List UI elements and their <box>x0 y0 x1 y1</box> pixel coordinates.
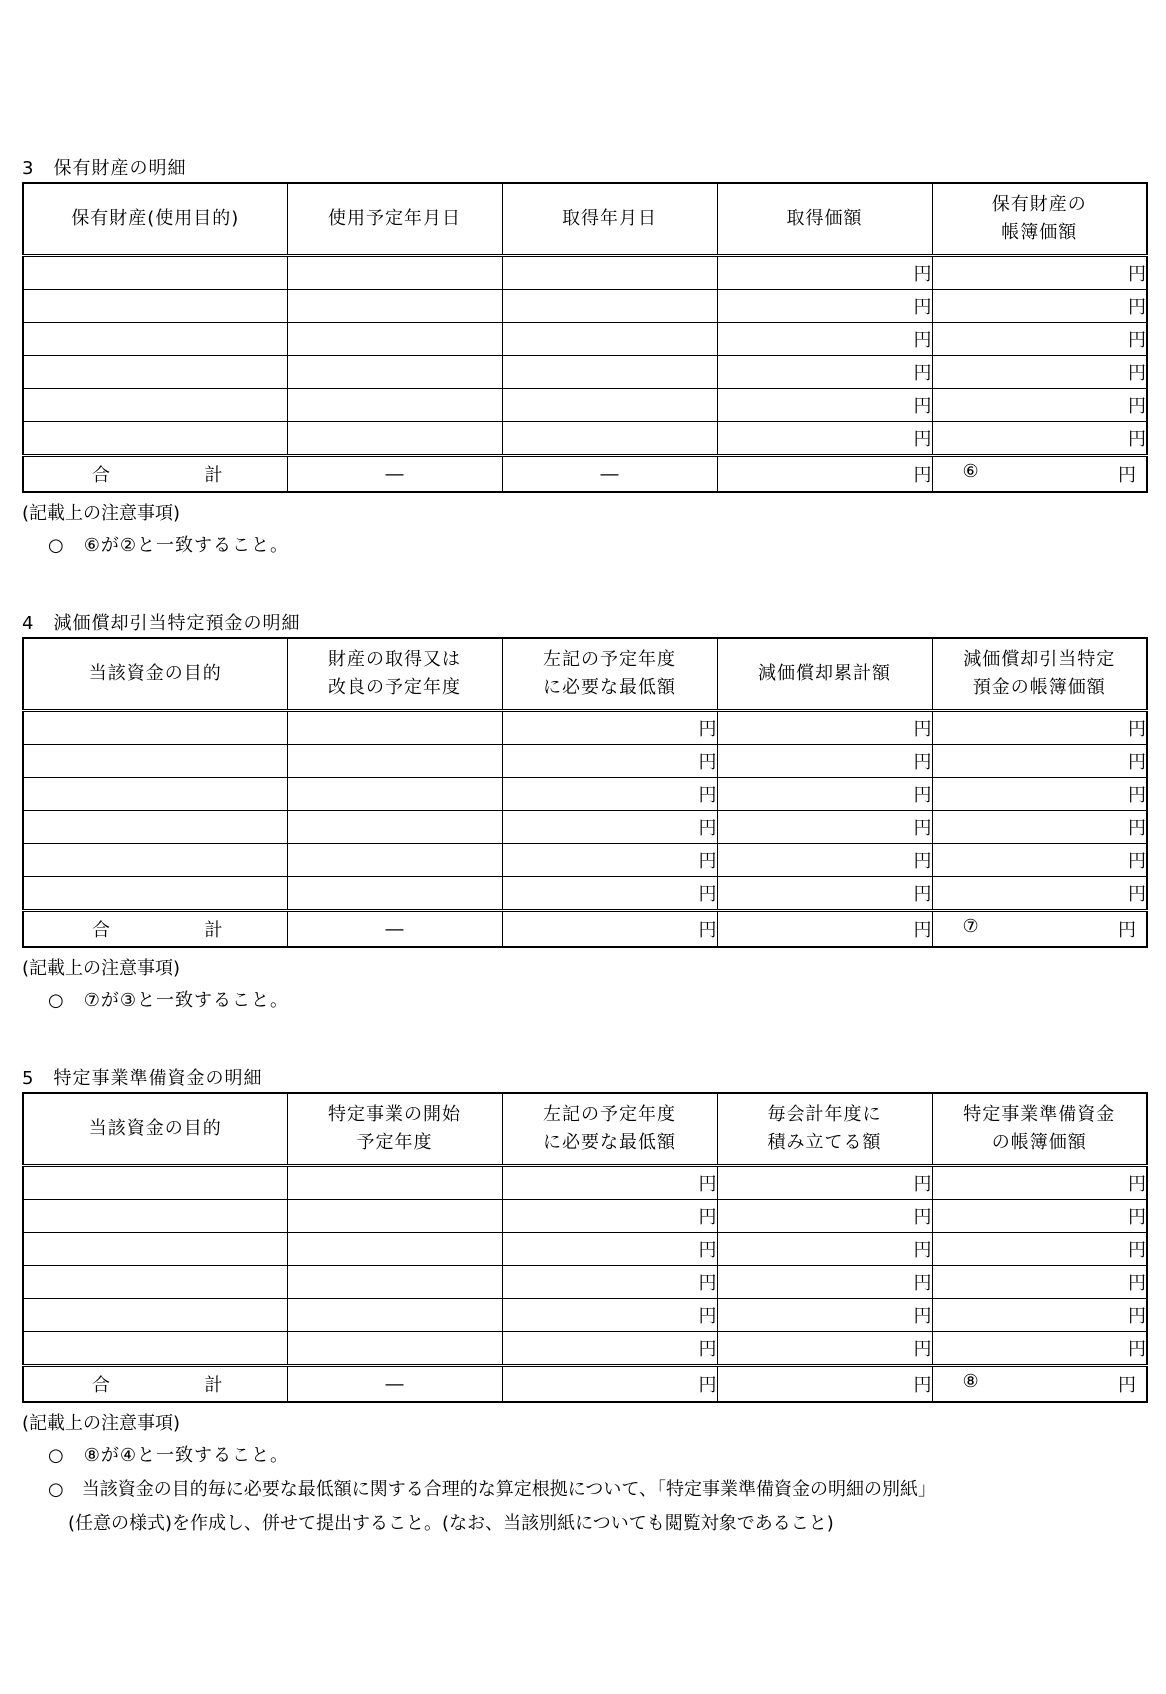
yen-cell: 円 <box>502 1266 717 1299</box>
header-cell: 当該資金の目的 <box>23 638 287 711</box>
total-row <box>23 456 1147 493</box>
yen-cell: 円 <box>932 1266 1147 1299</box>
table-header-row <box>23 638 1147 711</box>
yen-cell: 円 <box>502 711 717 745</box>
entry-cell <box>23 745 287 778</box>
table-row <box>23 711 1147 745</box>
yen-cell: 円 <box>502 911 717 948</box>
entry-cell <box>287 323 502 356</box>
yen-cell: 円 <box>932 356 1147 389</box>
table-header-row <box>23 183 1147 256</box>
note-item: ○ ⑦が③と一致すること。 <box>48 990 289 1011</box>
entry-cell <box>23 389 287 422</box>
yen-cell: 円 <box>932 1200 1147 1233</box>
yen-cell: 円 <box>932 290 1147 323</box>
header-cell: 減価償却累計額 <box>717 638 932 711</box>
yen-cell: 円 <box>717 1200 932 1233</box>
yen-cell: 円 <box>717 422 932 456</box>
yen-cell: 円 <box>717 778 932 811</box>
section-4-table <box>22 637 1148 948</box>
dash-cell: ― <box>287 456 502 493</box>
table-row <box>23 356 1147 389</box>
table-row <box>23 422 1147 456</box>
dash-cell: ― <box>287 911 502 948</box>
entry-cell <box>502 290 717 323</box>
entry-cell <box>287 389 502 422</box>
header-cell: 特定事業の開始 予定年度 <box>287 1093 502 1166</box>
entry-cell <box>287 1299 502 1332</box>
yen-cell: 円 <box>932 844 1147 877</box>
entry-cell <box>23 356 287 389</box>
yen-cell: 円 <box>717 1266 932 1299</box>
yen-cell: 円 <box>717 256 932 290</box>
yen-cell: 円 <box>932 711 1147 745</box>
yen-cell: 円 <box>717 745 932 778</box>
yen-cell: 円 <box>932 1332 1147 1366</box>
section-5-table <box>22 1092 1148 1403</box>
header-cell: 特定事業準備資金 の帳簿価額 <box>932 1093 1147 1166</box>
entry-cell <box>502 356 717 389</box>
entry-cell <box>23 711 287 745</box>
entry-cell <box>23 290 287 323</box>
section-5-notes <box>22 1409 1146 1541</box>
total-row <box>23 911 1147 948</box>
header-cell: 減価償却引当特定 預金の帳簿価額 <box>932 638 1147 711</box>
header-cell: 取得価額 <box>717 183 932 256</box>
table-row <box>23 745 1147 778</box>
total-row <box>23 1366 1147 1403</box>
circle-total-cell: ⑥ 円 <box>932 456 1147 493</box>
yen-cell: 円 <box>717 1166 932 1200</box>
section-3 <box>22 156 1146 563</box>
entry-cell <box>502 256 717 290</box>
yen-cell: 円 <box>932 389 1147 422</box>
section-3-title: 3 保有財産の明細 <box>22 158 187 179</box>
entry-cell <box>287 778 502 811</box>
entry-cell <box>287 1332 502 1366</box>
table-row <box>23 1166 1147 1200</box>
yen-cell: 円 <box>717 877 932 911</box>
yen-cell: 円 <box>502 811 717 844</box>
notes-heading: (記載上の注意事項) <box>22 958 181 979</box>
entry-cell <box>23 778 287 811</box>
header-cell: 財産の取得又は 改良の予定年度 <box>287 638 502 711</box>
table-row <box>23 1299 1147 1332</box>
note-continuation: (任意の様式)を作成し、併せて提出すること。(なお、当該別紙についても閲覧対象であること) <box>68 1513 834 1534</box>
entry-cell <box>287 711 502 745</box>
yen-cell: 円 <box>717 1332 932 1366</box>
yen-cell: 円 <box>932 1233 1147 1266</box>
entry-cell <box>287 811 502 844</box>
yen-cell: 円 <box>932 1166 1147 1200</box>
yen-cell: 円 <box>717 1366 932 1403</box>
yen-cell: 円 <box>502 877 717 911</box>
notes-heading: (記載上の注意事項) <box>22 1413 181 1434</box>
table-row <box>23 844 1147 877</box>
yen-cell: 円 <box>717 1233 932 1266</box>
table-header-row <box>23 1093 1147 1166</box>
table-row <box>23 1233 1147 1266</box>
yen-cell: 円 <box>932 745 1147 778</box>
yen-cell: 円 <box>932 323 1147 356</box>
yen-cell: 円 <box>502 1166 717 1200</box>
entry-cell <box>287 256 502 290</box>
section-3-rows <box>23 256 1147 456</box>
yen-cell: 円 <box>717 456 932 493</box>
entry-cell <box>287 422 502 456</box>
section-3-table <box>22 182 1148 493</box>
yen-cell: 円 <box>717 323 932 356</box>
section-5-rows <box>23 1166 1147 1366</box>
yen-cell: 円 <box>932 1299 1147 1332</box>
table-row <box>23 389 1147 422</box>
section-4-notes <box>22 954 1146 1018</box>
section-4-title: 4 減価償却引当特定預金の明細 <box>22 613 301 634</box>
entry-cell <box>23 323 287 356</box>
dash-cell: ― <box>502 456 717 493</box>
yen-cell: 円 <box>932 422 1147 456</box>
section-5-title: 5 特定事業準備資金の明細 <box>22 1068 263 1089</box>
yen-cell: 円 <box>502 1233 717 1266</box>
entry-cell <box>23 1332 287 1366</box>
entry-cell <box>23 1299 287 1332</box>
entry-cell <box>287 877 502 911</box>
entry-cell <box>287 356 502 389</box>
section-4 <box>22 611 1146 1018</box>
yen-cell: 円 <box>502 1332 717 1366</box>
entry-cell <box>23 1266 287 1299</box>
table-row <box>23 1266 1147 1299</box>
header-cell: 保有財産の 帳簿価額 <box>932 183 1147 256</box>
note-item: ○ ⑥が②と一致すること。 <box>48 535 289 556</box>
entry-cell <box>23 1200 287 1233</box>
entry-cell <box>23 1233 287 1266</box>
yen-cell: 円 <box>717 290 932 323</box>
entry-cell <box>502 389 717 422</box>
yen-cell: 円 <box>717 389 932 422</box>
table-row <box>23 1332 1147 1366</box>
yen-cell: 円 <box>717 844 932 877</box>
note-item: ○ 当該資金の目的毎に必要な最低額に関する合理的な算定根拠について、「特定事業準備資金の明細の別紙」 <box>48 1479 936 1500</box>
yen-cell: 円 <box>717 811 932 844</box>
header-cell: 保有財産(使用目的) <box>23 183 287 256</box>
entry-cell <box>287 1266 502 1299</box>
header-cell: 毎会計年度に 積み立てる額 <box>717 1093 932 1166</box>
header-cell: 左記の予定年度 に必要な最低額 <box>502 638 717 711</box>
entry-cell <box>287 1166 502 1200</box>
entry-cell <box>287 844 502 877</box>
yen-cell: 円 <box>932 256 1147 290</box>
table-row <box>23 1200 1147 1233</box>
yen-cell: 円 <box>717 1299 932 1332</box>
yen-cell: 円 <box>932 778 1147 811</box>
yen-cell: 円 <box>932 811 1147 844</box>
entry-cell <box>23 811 287 844</box>
entry-cell <box>23 844 287 877</box>
yen-cell: 円 <box>502 745 717 778</box>
table-row <box>23 877 1147 911</box>
total-label: 合 計 <box>23 911 287 948</box>
entry-cell <box>23 256 287 290</box>
table-row <box>23 256 1147 290</box>
table-row <box>23 811 1147 844</box>
yen-cell: 円 <box>717 356 932 389</box>
circle-total-cell: ⑦ 円 <box>932 911 1147 948</box>
total-label: 合 計 <box>23 1366 287 1403</box>
yen-cell: 円 <box>502 778 717 811</box>
table-row <box>23 323 1147 356</box>
yen-cell: 円 <box>502 844 717 877</box>
entry-cell <box>287 1200 502 1233</box>
notes-heading: (記載上の注意事項) <box>22 503 181 524</box>
table-row <box>23 290 1147 323</box>
table-row <box>23 778 1147 811</box>
header-cell: 取得年月日 <box>502 183 717 256</box>
entry-cell <box>502 422 717 456</box>
header-cell: 左記の予定年度 に必要な最低額 <box>502 1093 717 1166</box>
dash-cell: ― <box>287 1366 502 1403</box>
section-3-notes <box>22 499 1146 563</box>
entry-cell <box>287 745 502 778</box>
entry-cell <box>502 323 717 356</box>
section-5 <box>22 1066 1146 1541</box>
yen-cell: 円 <box>717 911 932 948</box>
section-4-rows <box>23 711 1147 911</box>
entry-cell <box>287 1233 502 1266</box>
note-item: ○ ⑧が④と一致すること。 <box>48 1445 289 1466</box>
total-label: 合 計 <box>23 456 287 493</box>
yen-cell: 円 <box>502 1299 717 1332</box>
yen-cell: 円 <box>502 1366 717 1403</box>
entry-cell <box>23 1166 287 1200</box>
yen-cell: 円 <box>932 877 1147 911</box>
entry-cell <box>23 877 287 911</box>
entry-cell <box>287 290 502 323</box>
header-cell: 当該資金の目的 <box>23 1093 287 1166</box>
header-cell: 使用予定年月日 <box>287 183 502 256</box>
circle-total-cell: ⑧ 円 <box>932 1366 1147 1403</box>
entry-cell <box>23 422 287 456</box>
yen-cell: 円 <box>717 711 932 745</box>
yen-cell: 円 <box>502 1200 717 1233</box>
